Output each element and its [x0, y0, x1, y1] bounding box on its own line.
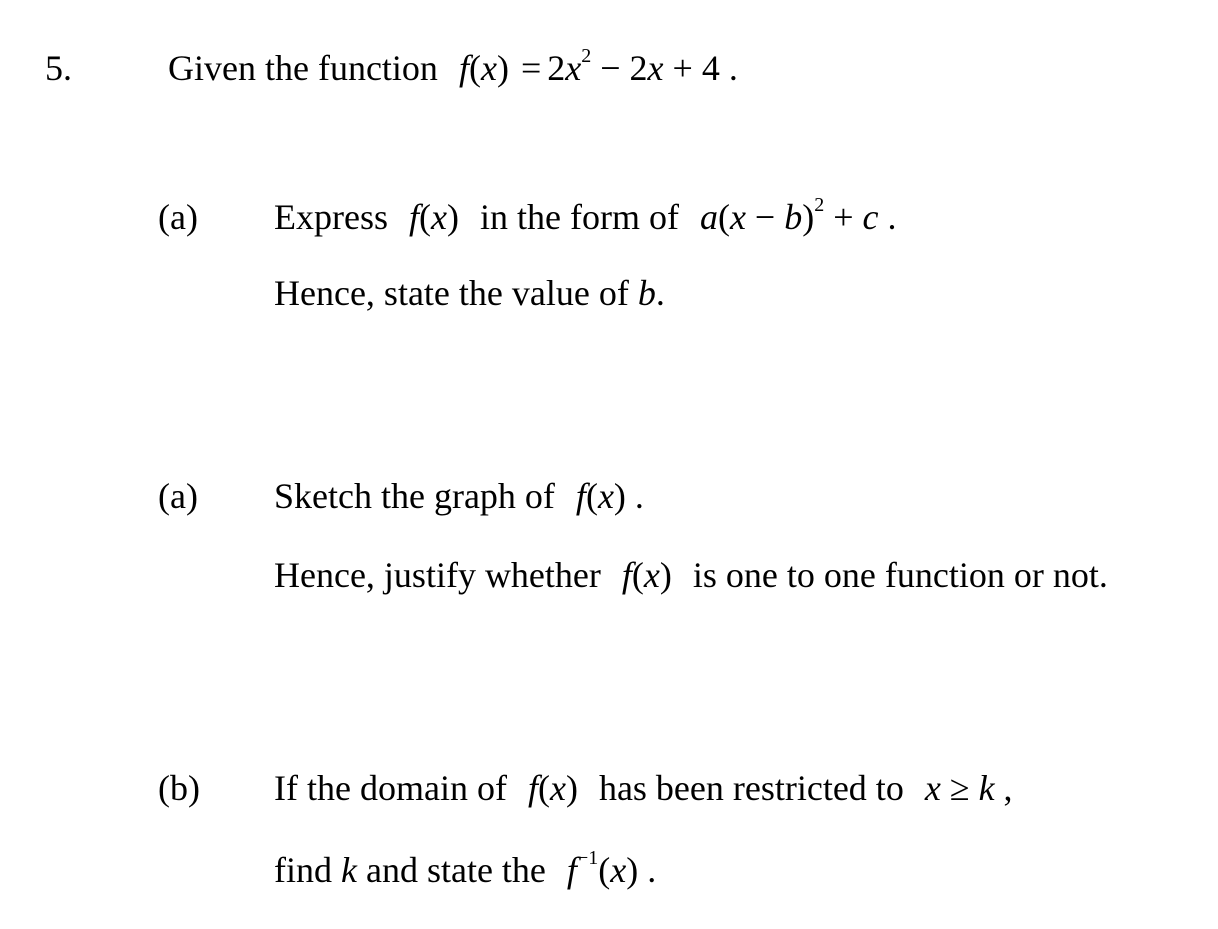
part-b-label: (b)	[158, 768, 200, 808]
part-a-fx: f(x)	[408, 197, 459, 237]
part-a-vertex-form: $a(x - b)^2 + c$ .	[699, 194, 897, 237]
part-b-inverse: $f^{-1}(x)$ .	[566, 847, 657, 890]
part-b-line-2: find k and state the $f^{-1}(x)$ .	[274, 847, 657, 890]
intro-text: Given the function	[168, 48, 438, 88]
part-b-fx: f(x)	[527, 768, 578, 808]
part-b-inequality: x ≥ k ,	[924, 768, 1013, 808]
part-a-text: Express	[274, 197, 388, 237]
part-a-text-2: in the form of	[479, 197, 679, 237]
part-a2-text-2: Hence, justify whether	[274, 555, 601, 595]
function-definition: $f(x) = 2x^2 - 2x + 4$ .	[458, 45, 738, 88]
part-b-text: If the domain of	[274, 768, 507, 808]
question-intro	[168, 45, 738, 88]
part-a-line-2: Hence, state the value of b.	[274, 273, 665, 313]
part-a2-fx-2: f(x)	[621, 555, 672, 595]
part-a-line-1	[274, 194, 897, 237]
part-a2-label: (a)	[158, 476, 198, 516]
part-a2-text-3: is one to one function or not.	[692, 555, 1108, 595]
question-number: 5.	[45, 48, 72, 88]
part-a-label: (a)	[158, 197, 198, 237]
part-b-text-2: has been restricted to	[598, 768, 904, 808]
part-a2-fx: f(x) .	[575, 476, 644, 516]
part-b-line-1	[274, 770, 1013, 806]
part-a2-line-2	[274, 557, 1108, 593]
part-a2-text: Sketch the graph of	[274, 476, 555, 516]
part-a2-line-1	[274, 478, 644, 514]
